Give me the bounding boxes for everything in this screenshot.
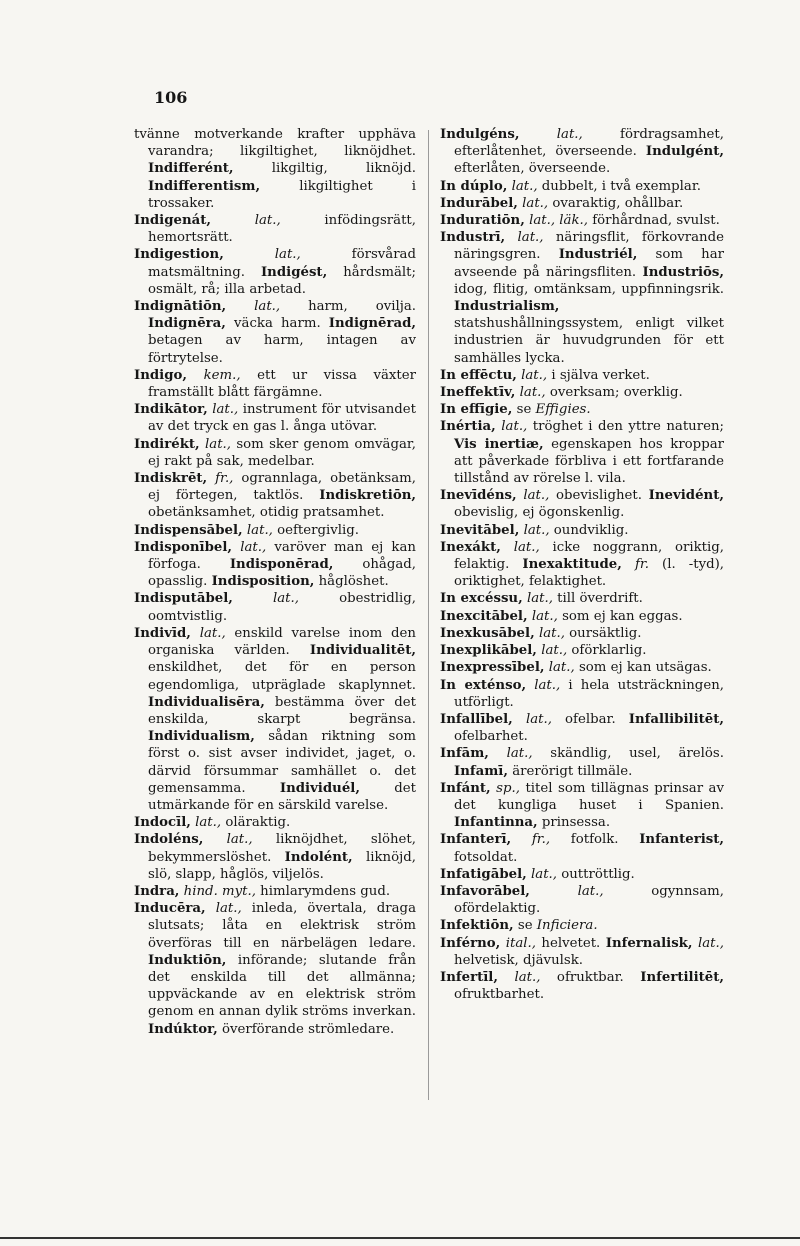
- headword: Indiskretiōn,: [319, 488, 416, 504]
- definition-text: håglöshet.: [314, 574, 389, 590]
- definition-text: [232, 540, 240, 555]
- usage-label: Inficiera.: [536, 918, 598, 934]
- headword: Indoléns,: [134, 832, 204, 848]
- headword: Indigenát,: [134, 213, 212, 229]
- definition-text: väcka harm.: [225, 316, 329, 332]
- definition-text: det utmärkande för en särskild varelse.: [148, 780, 416, 813]
- definition-text: likgiltighet i trossaker.: [148, 178, 416, 211]
- definition-text: enskildhet, det för en person egendomliga, utpräglade skaplynnet.: [148, 660, 416, 693]
- definition-text: som sker genom omvägar, ej rakt på sak, medelbar.: [148, 436, 416, 469]
- dictionary-entry: [134, 590, 416, 624]
- page-bottom-rule: [0, 1237, 800, 1239]
- headword: Indisponērad,: [229, 557, 334, 573]
- headword: Indulgéns,: [440, 127, 520, 142]
- dictionary-entry: [134, 367, 416, 401]
- dictionary-entry: [440, 935, 724, 969]
- dictionary-entry: [440, 883, 724, 917]
- headword: Infektiōn,: [440, 918, 514, 934]
- usage-label: lat.,: [514, 969, 541, 985]
- definition-text: [513, 712, 526, 727]
- headword: In dúplo,: [440, 178, 508, 194]
- definition-text: helvetisk, djävulsk.: [454, 952, 583, 968]
- definition-text: fotfolk.: [550, 832, 640, 848]
- headword: Inevidént,: [648, 488, 724, 504]
- headword: Industriōs,: [642, 264, 724, 280]
- definition-text: som har avseende på näringsfliten.: [454, 247, 724, 280]
- dictionary-entry: [134, 883, 416, 900]
- left-column: [134, 126, 416, 1038]
- definition-text: näringsflit, förkovrande näringsgren.: [454, 230, 724, 263]
- definition-text: ofruktbarhet.: [454, 987, 545, 1003]
- usage-label: kem.,: [203, 367, 241, 383]
- headword: Industrī,: [440, 230, 506, 246]
- headword: Inexpressībel,: [440, 660, 545, 676]
- dictionary-entry: [440, 384, 724, 401]
- dictionary-entry: [440, 590, 724, 607]
- dictionary-entry: [440, 178, 724, 195]
- usage-label: lat.,: [538, 625, 565, 641]
- dictionary-entry: [440, 608, 724, 625]
- headword: Induratiōn,: [440, 213, 525, 229]
- definition-text: [511, 832, 532, 847]
- dictionary-entry: [134, 246, 416, 298]
- headword: Inexaktitude,: [522, 557, 622, 573]
- dictionary-entry: [134, 212, 416, 246]
- definition-text: förhårdnad, svulst.: [588, 213, 720, 229]
- headword: Indiskrēt,: [134, 471, 208, 487]
- headword: Indra,: [134, 883, 180, 899]
- definition-text: ofelbar.: [551, 711, 629, 727]
- definition-text: obetänksamhet, otidig pratsamhet.: [148, 505, 385, 521]
- definition-text: oursäktlig.: [564, 625, 642, 641]
- definition-text: oeftergivlig.: [272, 522, 360, 538]
- headword: Indignēra,: [148, 316, 226, 332]
- definition-text: enskild varelse inom den organiska världen.: [148, 625, 416, 659]
- headword: Infanterī,: [440, 832, 512, 848]
- headword: Indignātiōn,: [134, 299, 227, 315]
- dictionary-entry: [134, 470, 416, 522]
- headword: Infallibilitēt,: [628, 711, 724, 727]
- definition-text: likgiltig, liknöjd.: [233, 161, 416, 177]
- usage-label: lat.,: [212, 402, 239, 418]
- dictionary-entry: [134, 298, 416, 367]
- usage-label: sp.,: [496, 780, 520, 796]
- dictionary-entry: [440, 917, 724, 934]
- right-column: [440, 126, 724, 1003]
- dictionary-entry: [440, 642, 724, 659]
- dictionary-entry: [440, 418, 724, 487]
- definition-text: [224, 247, 275, 262]
- usage-label: lat.,: [513, 539, 540, 555]
- definition-text: (l. -tyd), oriktighet, felaktighet.: [454, 557, 725, 590]
- headword: Infām,: [440, 746, 489, 762]
- usage-label: lat.,: [501, 419, 528, 435]
- dictionary-entry: [440, 229, 724, 367]
- definition-text: [530, 884, 578, 899]
- headword: Inducēra,: [134, 901, 206, 917]
- usage-label: lat.,: [273, 591, 299, 607]
- dictionary-entry: [440, 401, 724, 418]
- definition-text: [505, 230, 517, 245]
- usage-label: lat.,: [246, 522, 273, 538]
- dictionary-entry: [440, 659, 724, 676]
- dictionary-entry: [440, 711, 724, 745]
- usage-label: lat.,: [199, 625, 226, 641]
- definition-text: helvetet.: [535, 935, 606, 951]
- definition-text: se: [513, 918, 537, 934]
- definition-text: ett ur vissa växter framställt blått färgämne.: [148, 367, 416, 401]
- dictionary-entry: [134, 126, 416, 212]
- usage-label: läk.,: [559, 213, 588, 229]
- usage-label: lat.,: [254, 213, 281, 229]
- definition-text: obestridlig, oomtvistlig.: [148, 591, 416, 624]
- dictionary-entry: [134, 401, 416, 435]
- headword: Indisposition,: [211, 574, 315, 590]
- usage-label: lat.,: [205, 436, 231, 452]
- headword: Inexkusābel,: [440, 625, 535, 641]
- headword: Inevīdéns,: [440, 488, 517, 504]
- definition-text: [489, 746, 507, 761]
- definition-text: [519, 127, 556, 142]
- usage-label: lat.,: [556, 127, 583, 142]
- headword: Infavorābel,: [440, 883, 530, 899]
- dictionary-entry: [440, 745, 724, 779]
- column-divider: [428, 130, 429, 1100]
- headword: Individuél,: [279, 780, 360, 796]
- definition-text: idog, flitig, omtänksam, uppfinningsrik.: [454, 281, 724, 297]
- headword: Ineffektīv,: [440, 385, 516, 401]
- headword: In exténso,: [440, 677, 527, 693]
- headword: Indispensābel,: [134, 522, 243, 538]
- dictionary-entry: [134, 814, 416, 831]
- headword: Indifferént,: [148, 161, 234, 177]
- dictionary-entry: [134, 900, 416, 1038]
- definition-text: [206, 901, 216, 916]
- headword: Individualisēra,: [148, 694, 265, 710]
- definition-text: [211, 213, 255, 228]
- definition-text: införande; slutande från det enskilda till det allmänna; uppväckande av en elektrisk ström genom en annan dylik ströms inverkan.: [148, 952, 416, 1020]
- usage-label: Effigies.: [535, 402, 591, 418]
- definition-text: titel som tillägnas prinsar av det kungliga huset i Spanien.: [454, 780, 724, 813]
- usage-label: lat.,: [526, 591, 553, 607]
- definition-text: tröghet i den yttre naturen;: [527, 419, 724, 435]
- definition-text: efterlåten, överseende.: [454, 161, 611, 177]
- headword: Indigo,: [134, 367, 188, 383]
- definition-text: se: [512, 402, 536, 418]
- headword: Indikātor,: [134, 402, 208, 418]
- definition-text: overksam; overklig.: [545, 385, 683, 401]
- usage-label: lat.,: [529, 213, 556, 229]
- headword: Inexcitābel,: [440, 608, 528, 624]
- usage-label: fr.: [634, 557, 649, 573]
- headword: Indigést,: [260, 264, 328, 280]
- headword: Individualitēt,: [309, 643, 416, 659]
- definition-text: egenskapen hos kroppar att påverkade förbliva i ett fortfarande tillstånd av rörelse l. vila.: [454, 436, 724, 487]
- headword: Infatigābel,: [440, 866, 527, 882]
- definition-text: himlarymdens gud.: [255, 883, 391, 899]
- definition-text: obevislighet.: [549, 488, 649, 504]
- headword: Infallībel,: [440, 711, 513, 727]
- definition-text: hårdsmält; osmält, rå; illa arbetad.: [148, 264, 416, 297]
- dictionary-entry: [134, 539, 416, 591]
- dictionary-entry: [440, 212, 724, 229]
- usage-label: lat.,: [548, 660, 575, 676]
- dictionary-entry: [440, 780, 724, 832]
- definition-text: varöver man ej kan förfoga.: [148, 539, 416, 573]
- dictionary-entry: [440, 625, 724, 642]
- definition-text: oförklarlig.: [567, 643, 647, 659]
- definition-text: ofruktbar.: [540, 969, 641, 985]
- usage-label: lat.,: [195, 815, 222, 831]
- definition-text: [622, 557, 635, 572]
- definition-text: [501, 540, 514, 555]
- dictionary-entry: [440, 866, 724, 883]
- headword: Vis inertiæ,: [454, 436, 544, 452]
- headword: Induktiōn,: [148, 952, 227, 968]
- usage-label: lat.,: [511, 178, 538, 194]
- usage-label: lat.,: [523, 488, 550, 504]
- definition-text: outtröttlig.: [557, 866, 635, 882]
- definition-text: ovaraktig, ohållbar.: [548, 195, 684, 211]
- headword: Industrialism,: [454, 299, 560, 315]
- definition-text: [207, 471, 215, 486]
- definition-text: infödingsrätt, hemortsrätt.: [148, 213, 416, 246]
- definition-text: ärerörigt tillmäle.: [507, 763, 633, 779]
- usage-label: lat.,: [226, 832, 253, 848]
- definition-text: oundviklig.: [549, 522, 629, 538]
- definition-text: till överdrift.: [552, 591, 643, 607]
- usage-label: lat.,: [519, 385, 546, 401]
- dictionary-entry: [440, 539, 724, 591]
- usage-label: lat.,: [215, 901, 242, 917]
- definition-text: statshushållningssystem, enligt vilket industrien är huvudgrunden för ett samhälles lycka.: [454, 316, 724, 366]
- headword: Infertīl,: [440, 969, 498, 985]
- definition-text: dubbelt, i två exemplar.: [537, 178, 701, 194]
- definition-text: [233, 591, 273, 606]
- usage-label: ital.,: [505, 935, 536, 951]
- definition-text: försvårad matsmältning.: [148, 247, 416, 280]
- definition-text: tvänne motverkande krafter upphäva varandra; likgiltighet, liknöjdhet.: [134, 127, 416, 160]
- headword: Industriél,: [558, 247, 638, 263]
- usage-label: lat.,: [522, 195, 549, 211]
- dictionary-entry: [440, 969, 724, 1003]
- usage-label: lat.,: [525, 711, 552, 727]
- headword: Indignērad,: [328, 316, 416, 332]
- headword: Infánt,: [440, 780, 491, 796]
- headword: In effēctu,: [440, 367, 517, 383]
- headword: Inférno,: [440, 935, 501, 951]
- dictionary-entry: [134, 831, 416, 883]
- usage-label: fr.,: [215, 471, 234, 487]
- dictionary-entry: [134, 522, 416, 539]
- definition-text: instrument för utvisandet av det tryck en gas l. ånga utövar.: [148, 402, 416, 435]
- dictionary-entry: [440, 831, 724, 865]
- headword: Inevitābel,: [440, 522, 520, 538]
- headword: In effīgie,: [440, 402, 513, 418]
- definition-text: som ej kan utsägas.: [574, 660, 712, 676]
- headword: Infamī,: [454, 763, 508, 779]
- definition-text: bestämma över det enskilda, skarpt begränsa.: [148, 694, 416, 727]
- headword: Indirékt,: [134, 436, 200, 452]
- definition-text: [191, 626, 200, 641]
- headword: Indigestion,: [134, 247, 224, 263]
- usage-label: lat.,: [506, 746, 533, 762]
- usage-label: lat.,: [254, 299, 281, 315]
- definition-text: betagen av harm, intagen av förtrytelse.: [148, 333, 416, 366]
- definition-text: [203, 832, 226, 847]
- headword: Indúktor,: [148, 1021, 218, 1037]
- headword: Indulgént,: [645, 144, 724, 160]
- usage-label: lat.,: [534, 677, 561, 693]
- dictionary-entry: [440, 677, 724, 711]
- headword: Infernalisk,: [605, 935, 693, 951]
- headword: Inexákt,: [440, 539, 501, 555]
- dictionary-entry: [440, 487, 724, 521]
- definition-text: [226, 299, 254, 314]
- dictionary-entry: [134, 436, 416, 470]
- definition-text: i hela utsträckningen, utförligt.: [454, 677, 724, 710]
- definition-text: som ej kan eggas.: [557, 608, 683, 624]
- definition-text: ogrannlaga, obetänksam, ej förtegen, taktlös.: [148, 471, 416, 504]
- usage-label: lat.,: [531, 608, 558, 624]
- dictionary-entry: [134, 625, 416, 814]
- definition-text: sådan riktning som först o. sist avser individet, jaget, o. därvid försummar samhället o. det gemensamma.: [148, 729, 416, 796]
- definition-text: ohågad, opasslig.: [148, 557, 416, 590]
- headword: Individualism,: [148, 729, 255, 745]
- definition-text: prinsessa.: [537, 815, 611, 831]
- headword: Indivīd,: [134, 625, 191, 641]
- usage-label: fr.,: [531, 832, 551, 848]
- usage-label: lat.,: [531, 866, 557, 882]
- headword: Indifferentism,: [148, 178, 261, 194]
- dictionary-entry: [440, 522, 724, 539]
- definition-text: skändlig, usel, ärelös.: [532, 746, 724, 762]
- definition-text: liknöjdhet, slöhet, bekymmerslöshet.: [148, 832, 416, 865]
- definition-text: i själva verket.: [547, 367, 650, 383]
- definition-text: [187, 368, 204, 383]
- definition-text: ofelbarhet.: [454, 729, 528, 745]
- headword: Infanterist,: [639, 832, 725, 848]
- definition-text: obevislig, ej ögonskenlig.: [454, 505, 625, 521]
- usage-label: lat.,: [274, 247, 301, 263]
- definition-text: inleda, övertala, draga slutsats; låta en elektrisk ström överföras till en närbelägen ledare.: [148, 901, 416, 951]
- definition-text: icke noggrann, oriktig, felaktig.: [454, 539, 725, 573]
- definition-text: överförande strömledare.: [217, 1021, 395, 1037]
- headword: In excéssu,: [440, 591, 523, 607]
- headword: Inexplikābel,: [440, 643, 537, 659]
- definition-text: [498, 970, 515, 985]
- usage-label: lat.,: [698, 935, 724, 951]
- usage-label: lat.,: [577, 883, 604, 899]
- headword: Indisponībel,: [134, 539, 233, 555]
- headword: Indisputābel,: [134, 591, 233, 607]
- definition-text: liknöjd, slö, slapp, håglös, viljelös.: [148, 849, 416, 882]
- dictionary-entry: [440, 367, 724, 384]
- usage-label: lat.,: [541, 643, 568, 659]
- dictionary-entry: [440, 126, 724, 178]
- definition-text: fördragsamhet, efterlåtenhet, överseende.: [454, 127, 725, 160]
- definition-text: fotsoldat.: [454, 849, 518, 865]
- headword: Indurābel,: [440, 195, 518, 211]
- definition-text: ogynnsam, ofördelaktig.: [454, 883, 724, 917]
- headword: Infantinna,: [454, 815, 538, 831]
- usage-label: lat.,: [517, 230, 544, 246]
- definition-text: oläraktig.: [221, 815, 291, 831]
- headword: Indolént,: [284, 849, 353, 865]
- definition-text: harm, ovilja.: [280, 299, 416, 315]
- page-number: 106: [154, 88, 188, 107]
- headword: Inértia,: [440, 419, 496, 435]
- usage-label: lat.,: [523, 522, 550, 538]
- headword: Indocīl,: [134, 815, 191, 831]
- usage-label: lat.,: [240, 539, 267, 555]
- usage-label: lat.,: [521, 367, 548, 383]
- headword: Infertilitēt,: [640, 969, 724, 985]
- dictionary-entry: [440, 195, 724, 212]
- usage-label: hind. myt.,: [183, 883, 256, 899]
